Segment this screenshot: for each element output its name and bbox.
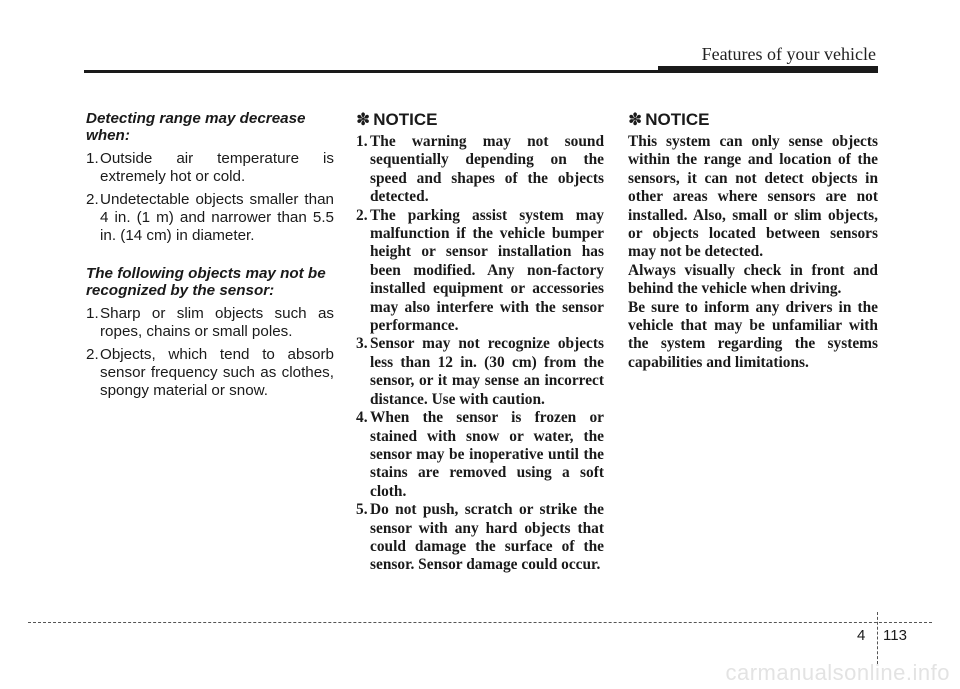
list-number: 4.: [356, 409, 368, 427]
chapter-number: 4: [857, 627, 866, 644]
list-number: 1.: [356, 133, 368, 150]
list-number: 3.: [356, 335, 368, 353]
list-text: Do not push, scratch or strike the sensor with any hard objects that could damage the surface of the sensor. Sensor damage could occur.: [370, 501, 604, 574]
page-header-title: Features of your vehicle: [701, 44, 876, 64]
cross-star-icon: ✽: [628, 110, 643, 129]
section-heading-range: Detecting range may decrease when:: [86, 110, 306, 144]
watermark: carmanualsonline.info: [725, 660, 950, 685]
list-text: Sharp or slim objects such as ropes, chains or small poles.: [100, 305, 334, 340]
section-heading-objects: The following objects may not be recognized by the sensor:: [86, 265, 326, 299]
list-text: Undetectable objects smaller than 4 in. (1 m) and narrower than 5.5 in. (14 cm) in diameter.: [100, 191, 334, 244]
list-item: [356, 207, 604, 336]
list-number: 2.: [356, 206, 368, 224]
list-number: 1.: [86, 305, 99, 322]
page-number: 113: [883, 627, 907, 644]
notice-heading: [356, 110, 604, 130]
list-item: [86, 191, 334, 245]
header-rule-accent: [658, 66, 878, 73]
list-number: 5.: [356, 501, 368, 519]
notice-paragraph: This system can only sense objects within the range and location of the sensors, it can not detect objects in other areas where sensors are not installed. Also, small or slim objects, or objects located between sensors may not be detected.: [628, 133, 878, 261]
list-item: [356, 409, 604, 501]
list-text: Objects, which tend to absorb sensor frequency such as clothes, spongy material or snow.: [100, 346, 334, 399]
list-text: When the sensor is frozen or stained with snow or water, the sensor may be inoperative until the stains are removed using a soft cloth.: [370, 409, 604, 500]
list-item: [356, 335, 604, 409]
list-text: The warning may not sound sequentially depending on the speed and shapes of the objects detected.: [370, 133, 604, 206]
list-number: 2.: [86, 191, 99, 208]
notice-heading-text: NOTICE: [645, 110, 710, 129]
notice-heading: [628, 110, 878, 130]
list-text: Sensor may not recognize objects less than 12 in. (30 cm) from the sensor, or it may sense an incorrect distance. Use with caution.: [370, 335, 604, 408]
footer-rule: [28, 622, 932, 623]
list-item: [356, 133, 604, 207]
list-item: [86, 346, 334, 400]
cross-star-icon: ✽: [356, 110, 371, 129]
notice-heading-text: NOTICE: [373, 110, 438, 129]
column-middle: [356, 110, 604, 575]
column-right: [628, 110, 878, 372]
column-left: [86, 110, 334, 405]
list-text: The parking assist system may malfunction if the vehicle bumper height or sensor installation has been modified. Any non-factory installed equipment or accessories may also interfere with the sensor performance.: [370, 206, 604, 335]
list-item: [86, 150, 334, 186]
list-text: Outside air temperature is extremely hot or cold.: [100, 150, 334, 185]
list-number: 1.: [86, 150, 99, 167]
footer-divider: [877, 612, 878, 664]
notice-paragraph: Be sure to inform any drivers in the vehicle that may be unfamiliar with the system regarding the systems capabilities and limitations.: [628, 298, 878, 371]
list-number: 2.: [86, 346, 99, 363]
list-item: [86, 305, 334, 341]
notice-paragraph: Always visually check in front and behind the vehicle when driving.: [628, 261, 878, 298]
list-item: [356, 501, 604, 575]
